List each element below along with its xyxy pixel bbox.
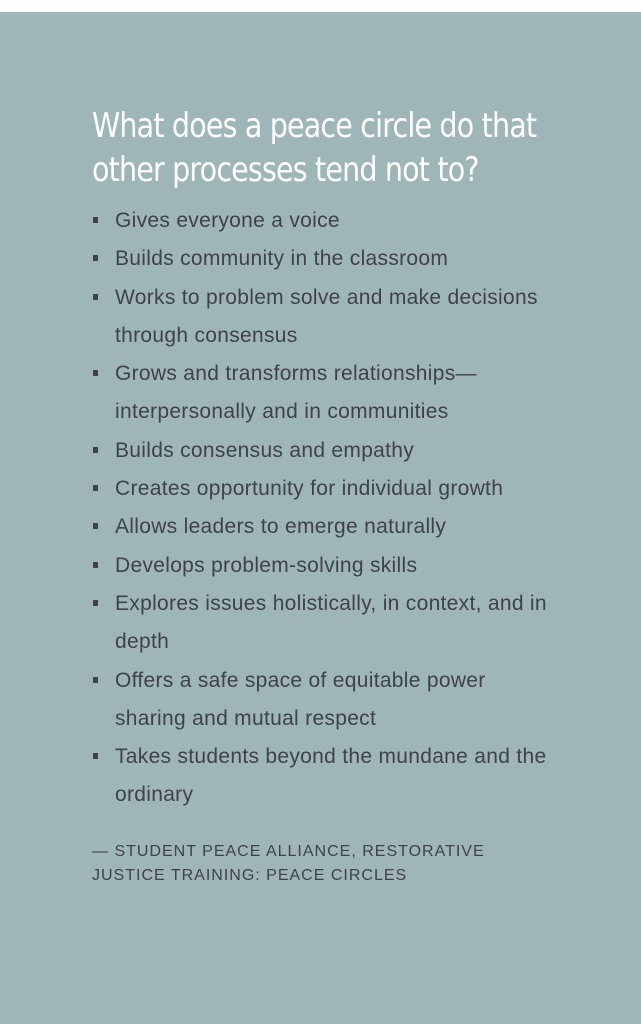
list-item bbox=[92, 547, 552, 585]
benefits-list bbox=[92, 202, 552, 815]
list-item bbox=[92, 470, 552, 508]
bullet-icon bbox=[93, 562, 98, 568]
callout-panel bbox=[0, 12, 641, 1024]
bullet-icon bbox=[93, 255, 98, 261]
list-item bbox=[92, 585, 552, 662]
bullet-icon bbox=[93, 523, 98, 529]
bullet-icon bbox=[93, 217, 98, 223]
list-item bbox=[92, 662, 552, 739]
callout-title: What does a peace circle do that other processes tend not to? bbox=[92, 106, 537, 190]
callout-content bbox=[92, 104, 612, 888]
bullet-icon bbox=[93, 753, 98, 759]
bullet-icon bbox=[93, 485, 98, 491]
list-item-text: Grows and transforms relationships—interpersonally and in communities bbox=[115, 362, 477, 424]
list-item-text: Builds community in the classroom bbox=[115, 247, 449, 271]
bullet-icon bbox=[93, 677, 98, 683]
list-item bbox=[92, 240, 552, 278]
list-item-text: Works to problem solve and make decisions through consensus bbox=[115, 285, 538, 347]
list-item-text: Allows leaders to emerge naturally bbox=[115, 515, 447, 539]
bullet-icon bbox=[93, 294, 98, 300]
bullet-icon bbox=[93, 600, 98, 606]
list-item bbox=[92, 202, 552, 240]
list-item bbox=[92, 508, 552, 546]
list-item bbox=[92, 355, 552, 432]
bullet-icon bbox=[93, 447, 98, 453]
list-item-text: Offers a safe space of equitable power sharing and mutual respect bbox=[115, 668, 486, 730]
list-item bbox=[92, 738, 552, 815]
list-item-text: Creates opportunity for individual growth bbox=[115, 477, 504, 501]
list-item-text: Takes students beyond the mundane and the ordinary bbox=[115, 745, 547, 807]
list-item-text: Explores issues holistically, in context, and in depth bbox=[115, 591, 547, 654]
list-item-text: Builds consensus and empathy bbox=[115, 438, 415, 462]
list-item bbox=[92, 432, 552, 470]
list-item bbox=[92, 279, 552, 356]
list-item-text: Gives everyone a voice bbox=[115, 209, 340, 232]
bullet-icon bbox=[93, 370, 98, 376]
attribution: — STUDENT PEACE ALLIANCE, RESTORATIVE JUSTICE TRAINING: PEACE CIRCLES bbox=[92, 842, 485, 884]
list-item-text: Develops problem-solving skills bbox=[115, 553, 418, 577]
